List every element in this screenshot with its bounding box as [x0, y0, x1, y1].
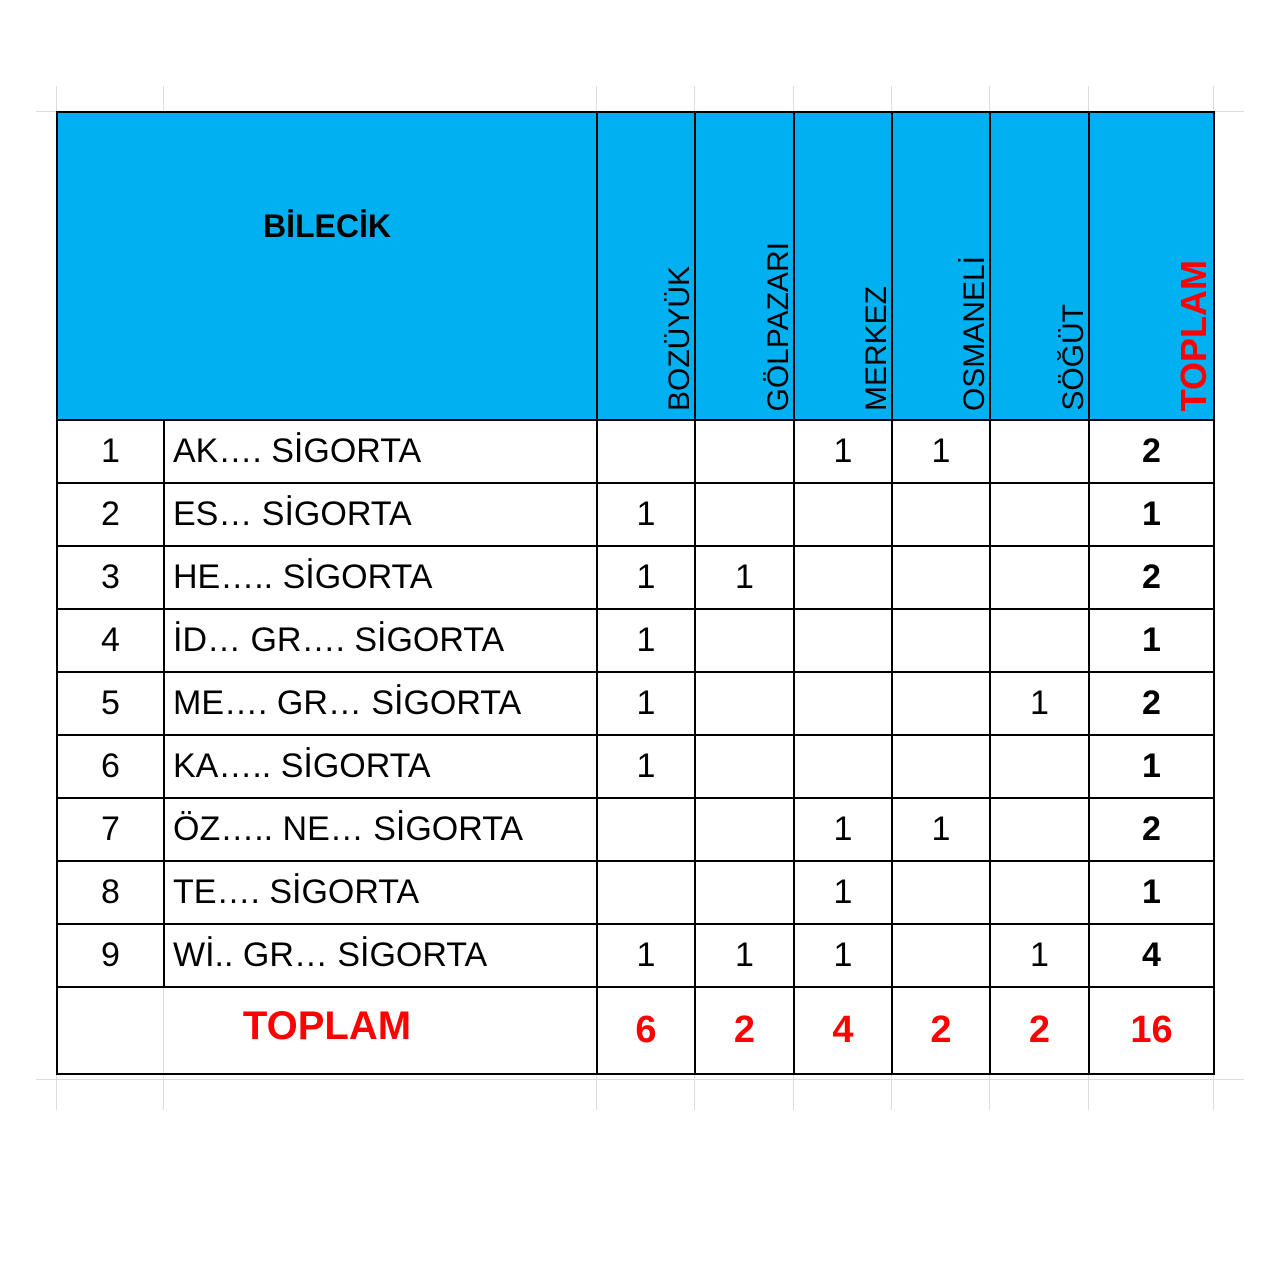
table-row [57, 861, 1214, 924]
value-cell[interactable]: 1 [695, 924, 794, 987]
value-cell[interactable] [794, 546, 892, 609]
header-cell[interactable] [1089, 112, 1214, 420]
table-row [57, 546, 1214, 609]
header-cell[interactable] [597, 112, 695, 420]
column-total: 6 [635, 1009, 657, 1051]
total-cell[interactable] [597, 987, 695, 1074]
company-name-cell[interactable]: KA….. SİGORTA [164, 735, 597, 798]
value-cell[interactable] [892, 861, 990, 924]
value-cell[interactable] [990, 546, 1089, 609]
grand-total-cell[interactable] [1089, 987, 1214, 1074]
table-row [57, 924, 1214, 987]
value-cell[interactable]: 1 [597, 924, 695, 987]
header-cell[interactable] [892, 112, 990, 420]
company-name-cell[interactable]: HE….. SİGORTA [164, 546, 597, 609]
column-header: BOZÜYÜK [663, 265, 696, 411]
row-number-cell[interactable]: 4 [57, 609, 164, 672]
table-title: BİLECİK [263, 207, 391, 244]
company-name-cell[interactable]: Wİ.. GR… SİGORTA [164, 924, 597, 987]
value-cell[interactable] [597, 861, 695, 924]
value-cell[interactable]: 1 [597, 735, 695, 798]
value-cell[interactable] [892, 735, 990, 798]
row-number-cell[interactable]: 7 [57, 798, 164, 861]
row-number-cell[interactable]: 6 [57, 735, 164, 798]
value-cell[interactable]: 1 [597, 672, 695, 735]
table-row [57, 483, 1214, 546]
value-cell[interactable] [695, 798, 794, 861]
row-total-cell[interactable]: 1 [1089, 735, 1214, 798]
title-cell[interactable] [57, 112, 597, 420]
column-header: OSMANELİ [958, 255, 991, 411]
column-total: 2 [930, 1009, 952, 1051]
column-header: MERKEZ [860, 285, 893, 411]
table-row [57, 609, 1214, 672]
value-cell[interactable] [695, 672, 794, 735]
value-cell[interactable] [794, 609, 892, 672]
totals-label: TOPLAM [242, 1004, 412, 1048]
company-name-cell[interactable]: TE…. SİGORTA [164, 861, 597, 924]
row-number-cell[interactable]: 5 [57, 672, 164, 735]
value-cell[interactable] [794, 483, 892, 546]
row-total-cell[interactable]: 4 [1089, 924, 1214, 987]
company-name-cell[interactable]: ÖZ….. NE… SİGORTA [164, 798, 597, 861]
company-name-cell[interactable]: İD… GR…. SİGORTA [164, 609, 597, 672]
value-cell[interactable]: 1 [794, 861, 892, 924]
value-cell[interactable] [892, 609, 990, 672]
value-cell[interactable]: 1 [794, 924, 892, 987]
value-cell[interactable]: 1 [597, 546, 695, 609]
value-cell[interactable] [892, 483, 990, 546]
value-cell[interactable]: 1 [990, 672, 1089, 735]
total-cell[interactable] [892, 987, 990, 1074]
value-cell[interactable] [892, 924, 990, 987]
header-cell[interactable] [794, 112, 892, 420]
row-number-cell[interactable]: 3 [57, 546, 164, 609]
column-total: 2 [1028, 1009, 1051, 1051]
totals-label-cell[interactable] [57, 987, 597, 1074]
row-number-cell[interactable]: 9 [57, 924, 164, 987]
value-cell[interactable]: 1 [695, 546, 794, 609]
value-cell[interactable]: 1 [597, 483, 695, 546]
row-total-cell[interactable]: 1 [1089, 483, 1214, 546]
value-cell[interactable] [892, 672, 990, 735]
total-column-header: TOPLAM [1172, 259, 1214, 411]
totals-row [57, 987, 1214, 1074]
row-total-cell[interactable]: 2 [1089, 798, 1214, 861]
value-cell[interactable] [990, 735, 1089, 798]
value-cell[interactable]: 1 [597, 609, 695, 672]
grand-total: 16 [1130, 1009, 1173, 1051]
row-number-cell[interactable]: 8 [57, 861, 164, 924]
header-row [57, 112, 1214, 420]
row-number-cell[interactable]: 1 [57, 420, 164, 483]
value-cell[interactable] [990, 798, 1089, 861]
row-total-cell[interactable]: 2 [1089, 420, 1214, 483]
table-row [57, 798, 1214, 861]
gridline [36, 1079, 1244, 1080]
total-cell[interactable] [794, 987, 892, 1074]
value-cell[interactable] [597, 420, 695, 483]
header-cell[interactable] [695, 112, 794, 420]
column-header: GÖLPAZARI [761, 241, 795, 411]
company-name-cell[interactable]: AK…. SİGORTA [164, 420, 597, 483]
total-cell[interactable] [990, 987, 1089, 1074]
value-cell[interactable] [990, 609, 1089, 672]
table-row [57, 672, 1214, 735]
row-total-cell[interactable]: 2 [1089, 546, 1214, 609]
total-cell[interactable] [695, 987, 794, 1074]
value-cell[interactable] [990, 420, 1089, 483]
value-cell[interactable] [695, 735, 794, 798]
value-cell[interactable] [695, 483, 794, 546]
column-header: SÖĞÜT [1056, 304, 1090, 411]
column-total: 4 [832, 1009, 854, 1051]
value-cell[interactable] [990, 483, 1089, 546]
spreadsheet-table [56, 111, 1215, 1075]
value-cell[interactable] [794, 672, 892, 735]
value-cell[interactable] [794, 735, 892, 798]
company-name-cell[interactable]: ME…. GR… SİGORTA [164, 672, 597, 735]
header-cell[interactable] [990, 112, 1089, 420]
value-cell[interactable]: 1 [892, 420, 990, 483]
column-total: 2 [733, 1009, 756, 1051]
value-cell[interactable] [695, 861, 794, 924]
value-cell[interactable] [892, 546, 990, 609]
value-cell[interactable] [990, 861, 1089, 924]
row-number-cell[interactable]: 2 [57, 483, 164, 546]
value-cell[interactable] [695, 609, 794, 672]
value-cell[interactable] [695, 420, 794, 483]
value-cell[interactable]: 1 [794, 798, 892, 861]
table-row [57, 420, 1214, 483]
row-total-cell[interactable]: 1 [1089, 861, 1214, 924]
value-cell[interactable] [597, 798, 695, 861]
table-row [57, 735, 1214, 798]
value-cell[interactable]: 1 [892, 798, 990, 861]
value-cell[interactable]: 1 [794, 420, 892, 483]
value-cell[interactable]: 1 [990, 924, 1089, 987]
company-name-cell[interactable]: ES… SİGORTA [164, 483, 597, 546]
row-total-cell[interactable]: 2 [1089, 672, 1214, 735]
row-total-cell[interactable]: 1 [1089, 609, 1214, 672]
